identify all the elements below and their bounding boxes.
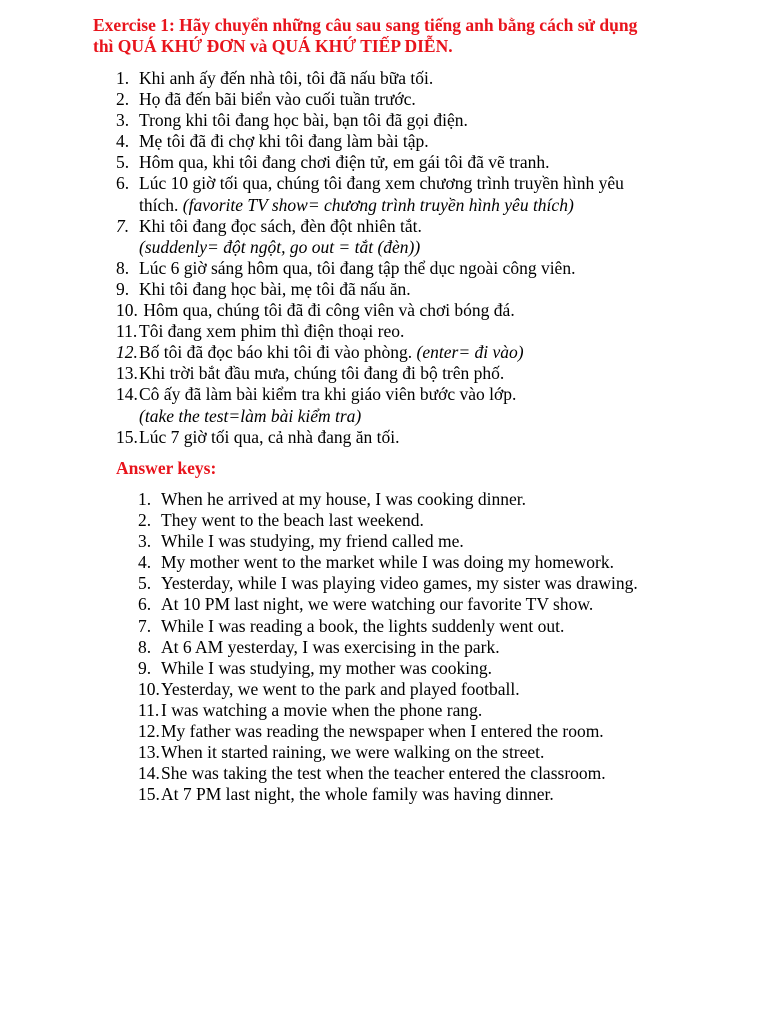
- item-number: 6.: [116, 173, 130, 194]
- item-number: 5.: [138, 573, 152, 594]
- exercise-item: [116, 321, 624, 342]
- item-number: 10.: [138, 678, 160, 699]
- item-number: 12.: [138, 721, 160, 742]
- item-text: Họ đã đến bãi biển vào cuối tuần trước.: [139, 89, 416, 110]
- answer-item: [138, 616, 638, 637]
- item-text: Hôm qua, khi tôi đang chơi điện tử, em gái tôi đã vẽ tranh.: [139, 152, 550, 173]
- item-number: 2.: [138, 510, 152, 531]
- item-number: 11.: [116, 321, 138, 342]
- item-text: Lúc 7 giờ tối qua, cả nhà đang ăn tối.: [139, 426, 400, 447]
- exercise-item: [116, 258, 624, 279]
- item-text: When it started raining, we were walking on the street.: [161, 742, 545, 763]
- answer-item: [138, 594, 638, 615]
- item-text: Bố tôi đã đọc báo khi tôi đi vào phòng.: [139, 342, 413, 363]
- item-text: Lúc 6 giờ sáng hôm qua, tôi đang tập thể dục ngoài công viên.: [139, 257, 576, 278]
- answer-list: [138, 489, 638, 805]
- item-text: When he arrived at my house, I was cooking dinner.: [161, 489, 526, 509]
- answer-item: [138, 679, 638, 700]
- item-text: Khi tôi đang đọc sách, đèn đột nhiên tắt.: [139, 215, 422, 236]
- item-number: 14.: [116, 384, 138, 405]
- item-text: Cô ấy đã làm bài kiểm tra khi giáo viên bước vào lớp.: [139, 384, 517, 405]
- item-text: Hôm qua, chúng tôi đã đi công viên và chơi bóng đá.: [139, 300, 515, 321]
- item-text: Khi anh ấy đến nhà tôi, tôi đã nấu bữa tối.: [139, 68, 434, 88]
- item-text: Trong khi tôi đang học bài, bạn tôi đã gọi điện.: [139, 110, 468, 131]
- item-continuation: [116, 195, 624, 216]
- exercise-title-line-2: thì QUÁ KHỨ ĐƠN và QUÁ KHỨ TIẾP DIỄN.: [93, 36, 453, 56]
- item-text: At 6 AM yesterday, I was exercising in the park.: [161, 636, 500, 657]
- exercise-item: [116, 131, 624, 152]
- item-number: 13.: [116, 363, 138, 384]
- item-text: Yesterday, we went to the park and played football.: [161, 678, 520, 699]
- item-number: 9.: [116, 278, 130, 299]
- exercise-item: [116, 342, 624, 363]
- exercise-item: [116, 173, 624, 215]
- answer-item: [138, 637, 638, 658]
- item-number: 2.: [116, 89, 130, 110]
- exercise-item: [116, 427, 624, 448]
- item-text: My mother went to the market while I was doing my homework.: [161, 552, 614, 573]
- item-text: At 10 PM last night, we were watching our favorite TV show.: [161, 594, 594, 615]
- item-text: My father was reading the newspaper when I entered the room.: [161, 721, 604, 742]
- exercise-item: [116, 152, 624, 173]
- item-text: While I was studying, my friend called me.: [161, 531, 464, 552]
- answer-item: [138, 658, 638, 679]
- item-number: 1.: [116, 68, 130, 88]
- answer-item: [138, 721, 638, 742]
- item-number: 1.: [138, 489, 152, 509]
- item-text: Mẹ tôi đã đi chợ khi tôi đang làm bài tập.: [139, 131, 429, 152]
- item-text: At 7 PM last night, the whole family was having dinner.: [161, 784, 554, 805]
- answer-item: [138, 552, 638, 573]
- exercise-list: [116, 68, 624, 448]
- item-number: 5.: [116, 152, 130, 173]
- item-text: They went to the beach last weekend.: [161, 510, 424, 531]
- item-text: While I was reading a book, the lights suddenly went out.: [161, 615, 565, 636]
- item-number: 3.: [116, 110, 130, 131]
- item-number: 12.: [116, 342, 138, 363]
- item-number: 7.: [138, 615, 152, 636]
- item-hint: (suddenly= đột ngột, go out = tắt (đèn)): [139, 236, 421, 257]
- item-number: 4.: [138, 552, 152, 573]
- answer-item: [138, 531, 638, 552]
- answer-keys-title: Answer keys:: [116, 458, 217, 478]
- item-number: 3.: [138, 531, 152, 552]
- item-number: 11.: [138, 699, 160, 720]
- answer-item: [138, 763, 638, 784]
- item-text: I was watching a movie when the phone rang.: [161, 699, 483, 720]
- exercise-item: [116, 300, 624, 321]
- item-number: 7.: [116, 215, 130, 236]
- answer-item: [138, 489, 638, 510]
- item-number: 10.: [116, 300, 138, 321]
- item-text-cont: thích.: [139, 194, 179, 215]
- item-number: 6.: [138, 594, 152, 615]
- item-hint: (favorite TV show= chương trình truyền hình yêu thích): [182, 194, 574, 215]
- item-number: 13.: [138, 742, 160, 763]
- answer-item: [138, 700, 638, 721]
- answer-item: [138, 742, 638, 763]
- exercise-item: [116, 216, 624, 258]
- exercise-item: [116, 279, 624, 300]
- item-text: While I was studying, my mother was cooking.: [161, 657, 492, 678]
- item-text: Yesterday, while I was playing video games, my sister was drawing.: [161, 573, 638, 594]
- item-text: Khi tôi đang học bài, mẹ tôi đã nấu ăn.: [139, 278, 411, 299]
- exercise-title: [93, 15, 693, 57]
- item-number: 8.: [138, 636, 152, 657]
- item-number: 4.: [116, 131, 130, 152]
- item-hint: (take the test=làm bài kiểm tra): [139, 405, 362, 426]
- answer-item: [138, 784, 638, 805]
- exercise-item: [116, 384, 624, 426]
- exercise-item: [116, 110, 624, 131]
- item-number: 15.: [116, 426, 138, 447]
- exercise-item: [116, 363, 624, 384]
- item-text: Tôi đang xem phim thì điện thoại reo.: [139, 321, 405, 342]
- item-hint: (enter= đi vào): [416, 342, 524, 363]
- item-number: 9.: [138, 657, 152, 678]
- answer-item: [138, 510, 638, 531]
- answer-item: [138, 573, 638, 594]
- item-text: Lúc 10 giờ tối qua, chúng tôi đang xem chương trình truyền hình yêu: [139, 173, 624, 194]
- item-number: 14.: [138, 763, 160, 784]
- exercise-item: [116, 89, 624, 110]
- item-text: Khi trời bắt đầu mưa, chúng tôi đang đi bộ trên phố.: [139, 363, 505, 384]
- item-number: 15.: [138, 784, 160, 805]
- exercise-item: [116, 68, 624, 89]
- item-number: 8.: [116, 257, 130, 278]
- item-text: She was taking the test when the teacher entered the classroom.: [161, 763, 606, 784]
- exercise-title-line-1: Exercise 1: Hãy chuyển những câu sau sang tiếng anh bằng cách sử dụng: [93, 15, 638, 35]
